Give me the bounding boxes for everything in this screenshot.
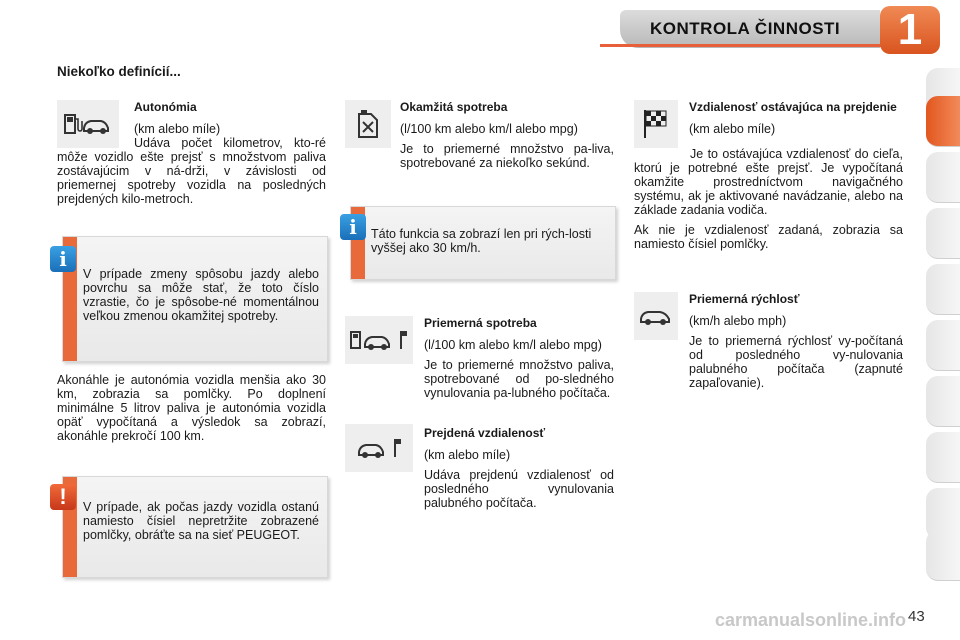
warning-icon: ! — [50, 484, 76, 510]
section-body: Udáva prejdenú vzdialenosť od posledného vynulovania palubného počítača. — [424, 468, 614, 510]
chapter-tab[interactable] — [926, 530, 960, 581]
section-body: Je to priemerné množstvo pa-liva, spotrebované za niekoľko sekúnd. — [400, 142, 614, 170]
info-note-box — [62, 236, 328, 362]
warning-note-text: V prípade, ak počas jazdy vozidla ostanú namiesto čísiel nepretržite zobrazené pomlčky, obráťte sa na sieť PEUGEOT. — [83, 500, 319, 542]
section-unit: (km/h alebo mph) — [689, 314, 787, 328]
section-body: Je to priemerné množstvo paliva, spotrebované od po-sledného vynulovania pa-lubného počítača. — [424, 358, 614, 400]
chapter-tab[interactable] — [926, 376, 960, 427]
section-unit: (km alebo míle) — [424, 448, 511, 462]
info-note-text: V prípade zmeny spôsobu jazdy alebo povrchu sa môže stať, že toto číslo vzrastie, čo je spôsobe-né momentálnou veľkou zmenou okamžitej spotreby. — [83, 267, 319, 323]
chapter-tab[interactable] — [926, 432, 960, 483]
section-title: Priemerná rýchlosť — [689, 292, 800, 306]
section-title: Okamžitá spotreba — [400, 100, 508, 114]
section-body: Je to ostávajúca vzdialenosť do cieľa, ktorú je potrebné ešte prejsť. Je vypočítaná okamžite prostredníctvom navigačného systému, ak je aktivované navádzanie, alebo na základe zadania vodiča. — [634, 147, 903, 217]
section-autonomia-body: Udáva počet kilometrov, kto-ré môže vozidlo ešte prejsť s množstvom paliva zostávajúcim v ná-drži, v závislosti od priemernej spotreby vozidla na posledných prejdených kilo-metroch. — [57, 136, 326, 206]
section-title: Vzdialenosť ostávajúca na prejdenie — [689, 100, 897, 114]
header-title: KONTROLA ČINNOSTI — [650, 19, 841, 38]
chapter-tab[interactable] — [926, 320, 960, 371]
chapter-tab[interactable] — [926, 264, 960, 315]
section-unit: (l/100 km alebo km/l alebo mpg) — [400, 122, 578, 136]
section-title: Prejdená vzdialenosť — [424, 426, 546, 440]
section-title: Priemerná spotreba — [424, 316, 537, 330]
info-icon: i — [50, 246, 76, 272]
section-title: Autonómia — [134, 100, 197, 114]
section-rychlost — [689, 292, 903, 396]
section-vzdialenost-body — [634, 147, 903, 257]
checkered-flag-icon — [634, 100, 678, 148]
section-body: Ak nie je vzdialenosť zadaná, zobrazia sa namiesto čísiel pomlčky. — [634, 223, 903, 251]
fuel-car-flag-icon — [345, 316, 413, 364]
section-unit: (km alebo míle) — [689, 122, 776, 136]
header-accent-line — [600, 44, 890, 47]
page-number: 43 — [908, 608, 925, 625]
car-icon — [634, 292, 678, 340]
info-note-text: Táto funkcia sa zobrazí len pri rých-losti vyššej ako 30 km/h. — [371, 227, 592, 255]
section-body: Je to priemerná rýchlosť vy-počítaná od posledného vy-nulovania palubného počítača (zapnuté zapaľovanie). — [689, 334, 903, 390]
warning-note-box — [62, 476, 328, 578]
chapter-tabs — [926, 68, 960, 578]
section-vzdialenost-head — [689, 100, 903, 142]
section-unit: (km alebo míle) — [134, 122, 221, 136]
page-heading: Niekoľko definícií... — [57, 64, 181, 79]
section-unit: (l/100 km alebo km/l alebo mpg) — [424, 338, 602, 352]
chapter-tab-active[interactable] — [926, 96, 960, 147]
watermark: carmanualsonline.info — [715, 610, 907, 630]
car-flag-icon — [345, 424, 413, 472]
section-priemerna-spotreba — [424, 316, 614, 406]
info-note-box — [350, 206, 616, 280]
section-okamzita — [400, 100, 614, 176]
autonomia-after-note: Akonáhle je autonómia vozidla menšia ako 30 km, zobrazia sa pomlčky. Po doplnení minimálne 5 litrov paliva je autonómia vozidla opäť vypočítaná a výsledok sa zobrazí, akonáhle prekročí 100 km. — [57, 373, 326, 443]
info-icon: i — [340, 214, 366, 240]
chapter-tab[interactable] — [926, 152, 960, 203]
section-prejdena — [424, 426, 614, 516]
chapter-number: 1 — [880, 6, 940, 54]
fuel-can-icon — [345, 100, 391, 148]
chapter-tab[interactable] — [926, 208, 960, 259]
